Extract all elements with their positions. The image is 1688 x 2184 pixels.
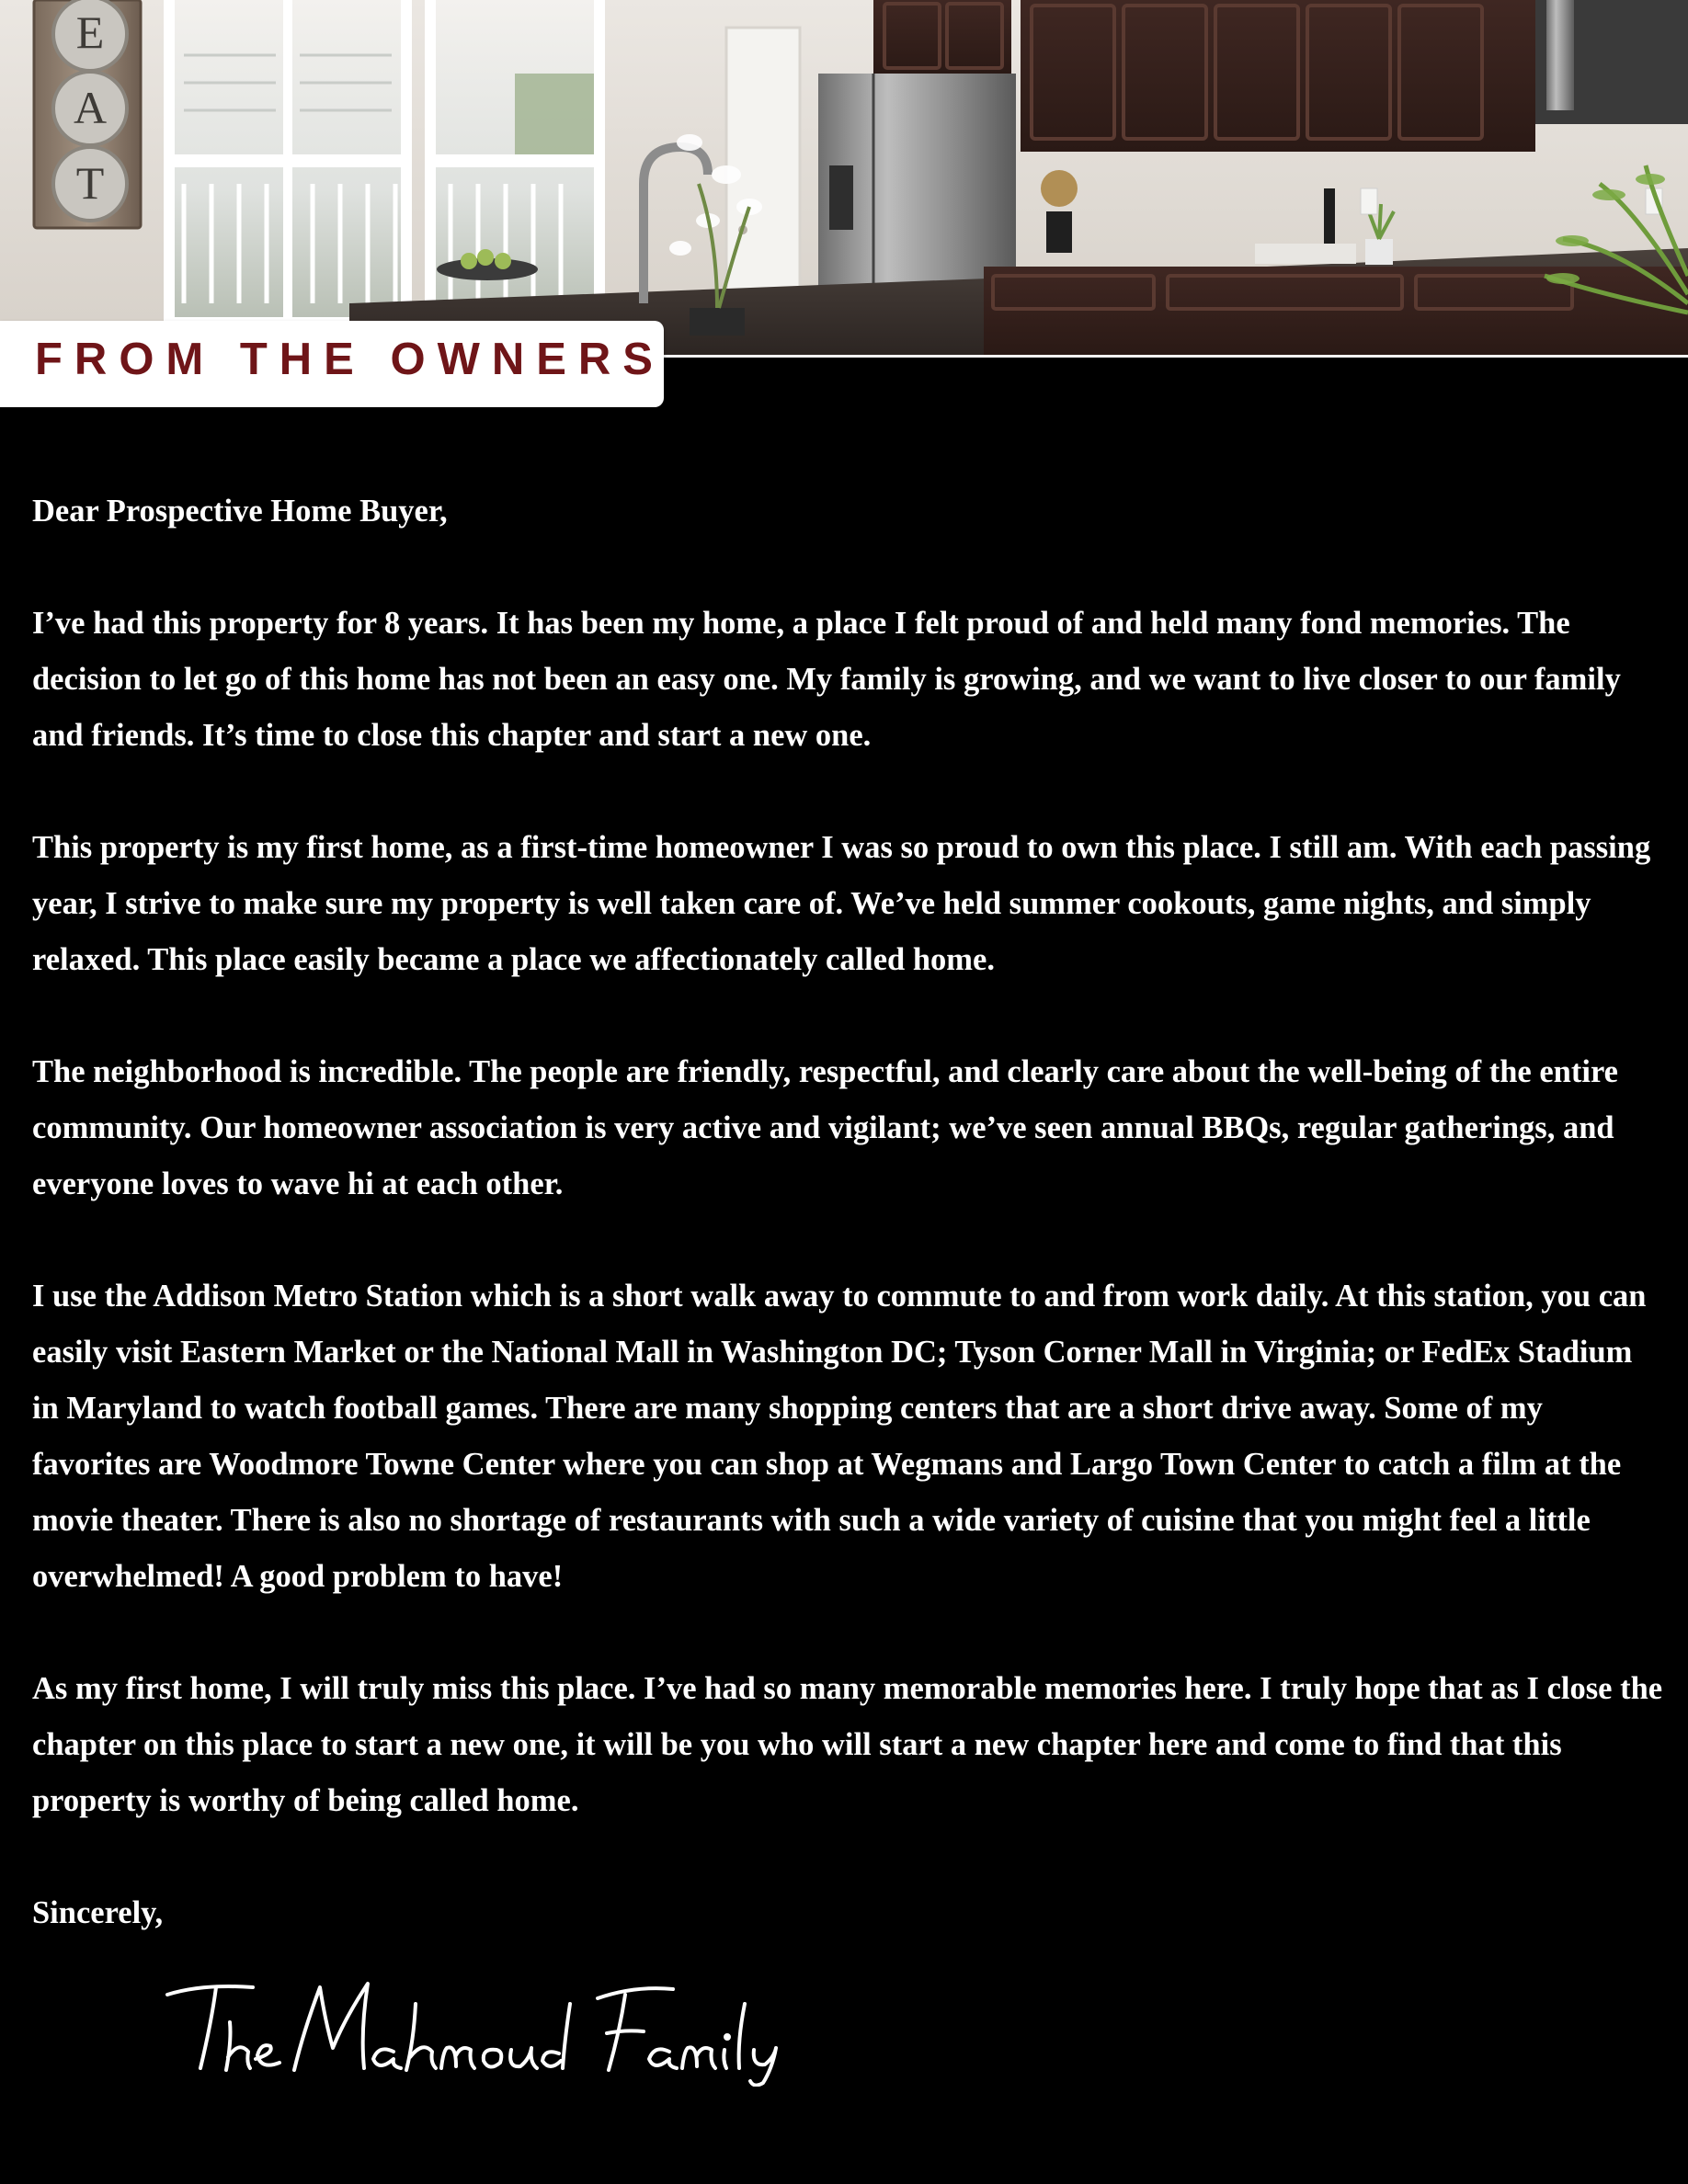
letter-paragraph-2: This property is my first home, as a first-time homeowner I was so proud to own this place. I still am. With each passing year, I strive to make sure my property is well taken care of. We’ve held summer cookouts, game nights, and simply relaxed. This place easily became a place we affectionately called home. [32, 830, 1651, 977]
eat-sign-letter-e: E [75, 6, 105, 58]
eat-sign-letter-t: T [75, 157, 105, 209]
eat-sign [53, 0, 127, 228]
letter-paragraph-4: I use the Addison Metro Station which is a short walk away to commute to and from work daily. At this station, you can easily visit Eastern Market or the National Mall in Washington DC; Tyson Corner Mall in Virginia; or FedEx Stadium in Maryland to watch football games. There are many shopping centers that are a short drive away. Some of my favorites are Woodmore Towne Center where you can shop at Wegmans and Largo Town Center to catch a film at the movie theater. There is also no shortage of restaurants with such a wide variety of cuisine that you might feel a little overwhelmed! A good problem to have! [32, 1279, 1647, 1594]
letter-paragraph-1: I’ve had this property for 8 years. It has been my home, a place I felt proud of and held many fond memories. The decision to let go of this home has not been an easy one. My family is growing, and we want to live closer to our family and friends. It’s time to close this chapter and start a new one. [32, 606, 1621, 753]
letter-body [32, 483, 1664, 1941]
letter-paragraph-3: The neighborhood is incredible. The people are friendly, respectful, and clearly care about the well-being of the entire community. Our homeowner association is very active and vigilant; we’ve seen annual BBQs, regular gatherings, and everyone loves to wave hi at each other. [32, 1054, 1618, 1201]
signature-image [165, 1967, 809, 2087]
letter-greeting: Dear Prospective Home Buyer, [32, 494, 448, 529]
hero-kitchen-photo [0, 0, 1688, 355]
section-heading-tab [0, 321, 664, 407]
letter-closing: Sincerely, [32, 1895, 164, 1930]
eat-sign-letter-a: A [73, 82, 108, 133]
letter-paragraph-5: As my first home, I will truly miss this place. I’ve had so many memorable memories here. I truly hope that as I close the chapter on this place to start a new one, it will be you who will start a new chapter here and come to find that this property is worthy of being called home. [32, 1671, 1663, 1818]
section-title: FROM THE OWNERS [35, 335, 665, 384]
